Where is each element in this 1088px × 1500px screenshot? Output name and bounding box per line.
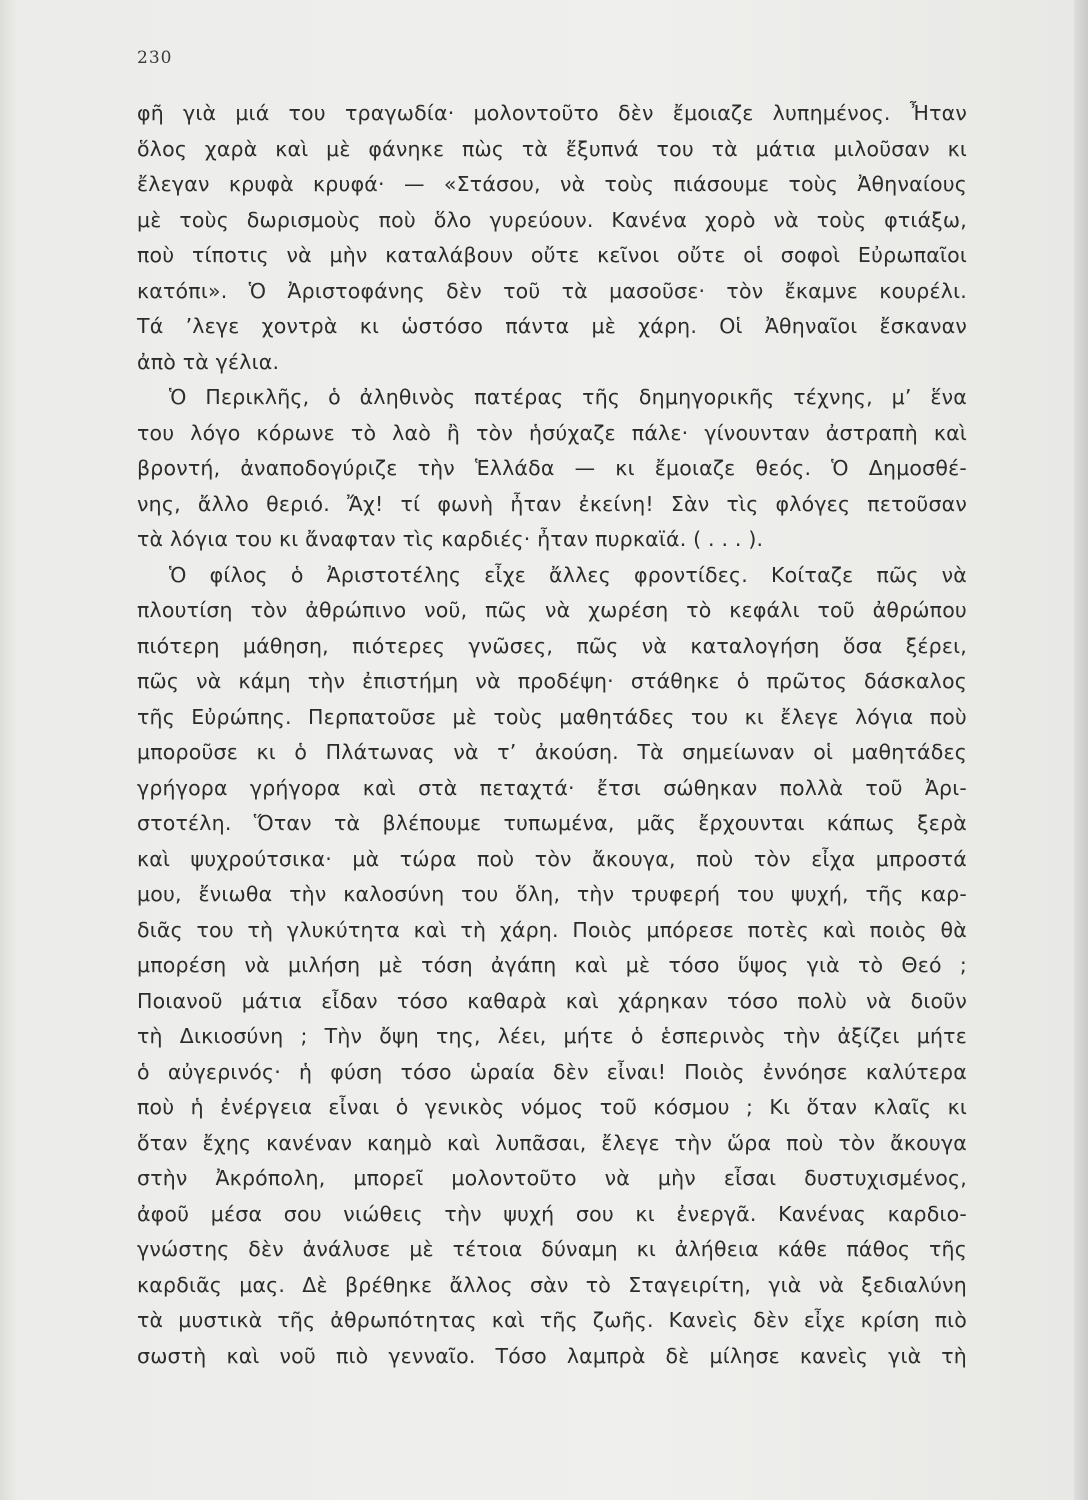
text-line: μου, ἔνιωθα τὴν καλοσύνη του ὅλη, τὴν τρυφερή του ψυχή, τῆς καρ- (137, 882, 967, 906)
text-line: ἀπὸ τὰ γέλια. (137, 349, 280, 374)
text-line: καὶ ψυχρούτσικα· μὰ τώρα ποὺ τὸν ἄκουγα, ποὺ τὸν εἶχα μπροστά (137, 846, 967, 871)
text-line: πιότερη μάθηση, πιότερες γνῶσες, πῶς νὰ καταλογήση ὅσα ξέρει, (137, 633, 967, 658)
text-line: μὲ τοὺς δωρισμοὺς ποὺ ὅλο γυρεύουν. Κανένα χορὸ νὰ τοὺς φτιάξω, (137, 207, 967, 232)
text-line: στοτέλη. Ὅταν τὰ βλέπουμε τυπωμένα, μᾶς ἔρχουνται κάπως ξερὰ (137, 811, 967, 835)
text-line: τὰ λόγια του κι ἄναφταν τὶς καρδιές· ἦταν πυρκαϊά. ( . . . ). (137, 527, 764, 551)
text-line: σωστὴ καὶ νοῦ πιὸ γενναῖο. Τόσο λαμπρὰ δὲ μίλησε κανεὶς γιὰ τὴ (137, 1343, 967, 1368)
text-line: ὅταν ἔχης κανέναν καημὸ καὶ λυπᾶσαι, ἔλεγε τὴν ὥρα ποὺ τὸν ἄκουγα (137, 1130, 967, 1155)
text-line: του λόγο κόρωνε τὸ λαὸ ἢ τὸν ἡσύχαζε πάλε· γίνουνταν ἀστραπὴ καὶ (137, 420, 967, 445)
text-line: κατόπι». Ὁ Ἀριστοφάνης δὲν τοῦ τὰ μασοῦσε· τὸν ἔκαμνε κουρέλι. (137, 278, 967, 303)
text-line: ἀφοῦ μέσα σου νιώθεις τὴν ψυχή σου κι ἐνεργᾶ. Κανένας καρδιο- (137, 1201, 967, 1226)
text-line: ὁ αὐγερινός· ἡ φύση τόσο ὡραία δὲν εἶναι! Ποιὸς ἐννόησε καλύτερα (137, 1059, 967, 1084)
text-line: καρδιᾶς μας. Δὲ βρέθηκε ἄλλος σὰν τὸ Σταγειρίτη, γιὰ νὰ ξεδιαλύνη (137, 1272, 967, 1297)
text-line: φῆ γιὰ μιά του τραγωδία· μολοντοῦτο δὲν ἔμοιαζε λυπημένος. Ἦταν (137, 101, 967, 125)
text-line: στὴν Ἀκρόπολη, μπορεῖ μολοντοῦτο νὰ μὴν εἶσαι δυστυχισμένος, (137, 1166, 967, 1190)
text-line: ποὺ τίποτις νὰ μὴν καταλάβουν οὔτε κεῖνοι οὔτε οἱ σοφοὶ Εὐρωπαῖοι (137, 243, 967, 267)
text-line: γνώστης δὲν ἀνάλυσε μὲ τέτοια δύναμη κι ἀλήθεια κάθε πάθος τῆς (137, 1237, 967, 1261)
text-line: τὴ Δικιοσύνη ; Τὴν ὄψη της, λέει, μήτε ὁ ἑσπερινὸς τὴν ἀξίζει μήτε (137, 1024, 967, 1048)
body-text (137, 96, 967, 1374)
text-line: διᾶς του τὴ γλυκύτητα καὶ τὴ χάρη. Ποιὸς μπόρεσε ποτὲς καὶ ποιὸς θὰ (137, 917, 967, 942)
page-number: 230 (137, 48, 173, 68)
text-line: Ποιανοῦ μάτια εἶδαν τόσο καθαρὰ καὶ χάρηκαν τόσο πολὺ νὰ διοῦν (137, 988, 967, 1013)
text-line: μπορέση νὰ μιλήση μὲ τόση ἀγάπη καὶ μὲ τόσο ὕψος γιὰ τὸ Θεό ; (137, 953, 967, 977)
text-line: τὰ μυστικὰ τῆς ἀθρωπότητας καὶ τῆς ζωῆς. Κανεὶς δὲν εἶχε κρίση πιὸ (137, 1308, 967, 1332)
text-line: βροντή, ἀναποδογύριζε τὴν Ἑλλάδα — κι ἔμοιαζε θεός. Ὁ Δημοσθέ- (137, 456, 967, 480)
text-line: πῶς νὰ κάμη τὴν ἐπιστήμη νὰ προδέψη· στάθηκε ὁ πρῶτος δάσκαλος (137, 669, 967, 693)
text-line: πλουτίση τὸν ἀθρώπινο νοῦ, πῶς νὰ χωρέση τὸ κεφάλι τοῦ ἀθρώπου (137, 598, 967, 622)
text-line: Ὁ φίλος ὁ Ἀριστοτέλης εἶχε ἄλλες φροντίδες. Κοίταζε πῶς νὰ (169, 562, 967, 587)
text-line: ἔλεγαν κρυφὰ κρυφά· — «Στάσου, νὰ τοὺς πιάσουμε τοὺς Ἀθηναίους (137, 172, 967, 196)
text-line: Ὁ Περικλῆς, ὁ ἀληθινὸς πατέρας τῆς δημηγορικῆς τέχνης, μ’ ἕνα (169, 385, 967, 409)
text-line: τῆς Εὐρώπης. Περπατοῦσε μὲ τοὺς μαθητάδες του κι ἔλεγε λόγια ποὺ (137, 704, 967, 729)
page-edge-shadow (1074, 0, 1088, 1500)
text-line: Τά ’λεγε χοντρὰ κι ὡστόσο πάντα μὲ χάρη. Οἱ Ἀθηναῖοι ἔσκαναν (137, 314, 967, 338)
text-line: γρήγορα γρήγορα καὶ στὰ πεταχτά· ἔτσι σώθηκαν πολλὰ τοῦ Ἀρι- (137, 775, 967, 800)
text-line: μποροῦσε κι ὁ Πλάτωνας νὰ τ’ ἀκούση. Τὰ σημείωναν οἱ μαθητάδες (137, 740, 967, 764)
text-line: ποὺ ἡ ἐνέργεια εἶναι ὁ γενικὸς νόμος τοῦ κόσμου ; Κι ὅταν κλαῖς κι (137, 1095, 967, 1119)
text-line: ὅλος χαρὰ καὶ μὲ φάνηκε πὼς τὰ ἔξυπνά του τὰ μάτια μιλοῦσαν κι (137, 136, 967, 161)
text-line: νης, ἄλλο θεριό. Ἄχ! τί φωνὴ ἦταν ἐκείνη! Σὰν τὶς φλόγες πετοῦσαν (137, 491, 967, 516)
